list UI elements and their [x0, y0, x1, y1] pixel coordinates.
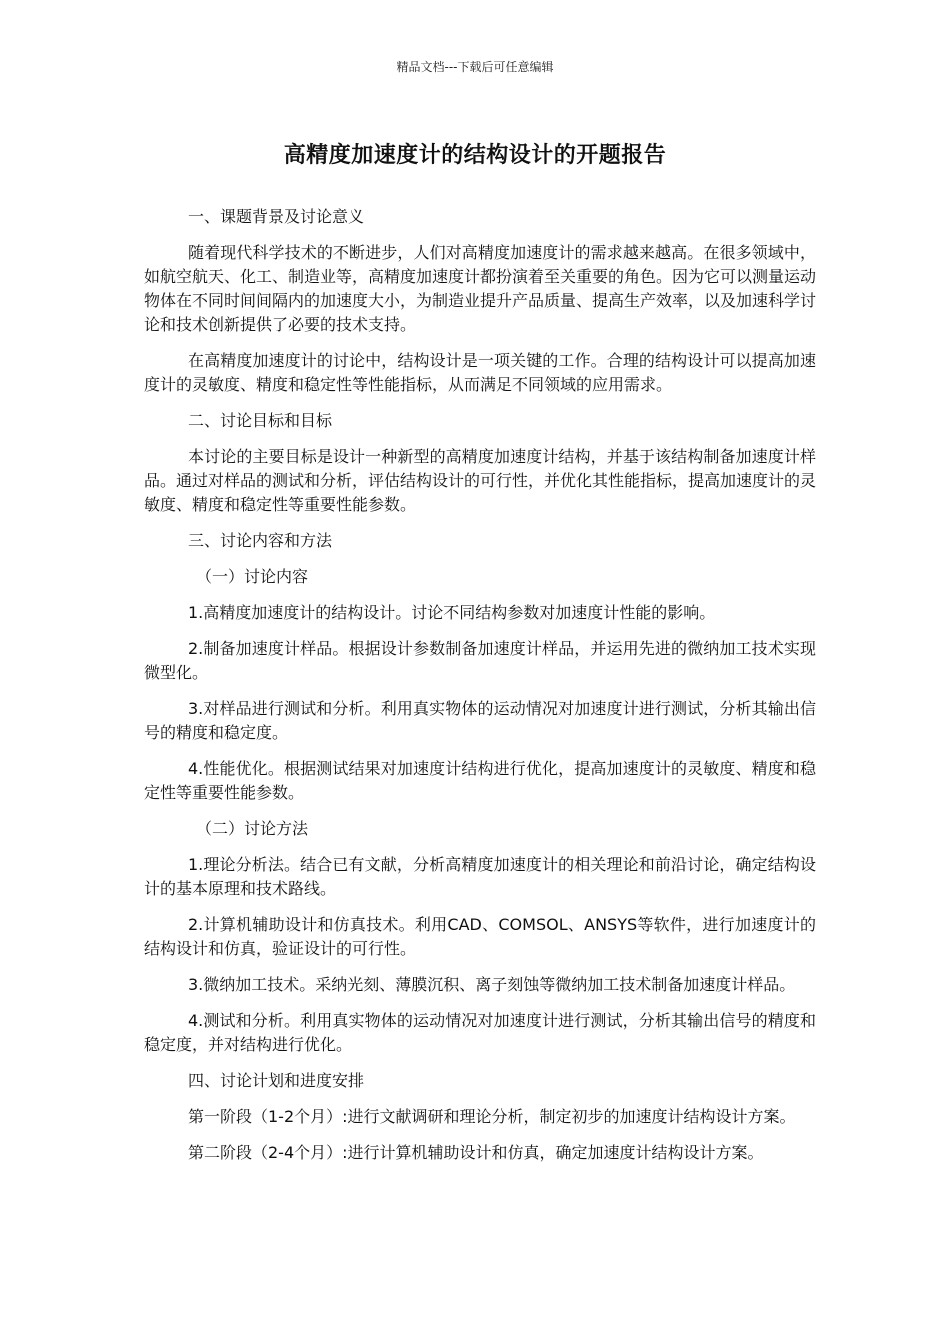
method-item-2: 2.计算机辅助设计和仿真技术。利用CAD、COMSOL、ANSYS等软件，进行加速度计的结构设计和仿真，验证设计的可行性。 — [144, 915, 816, 958]
paragraph-background-2: 在高精度加速度计的讨论中，结构设计是一项关键的工作。合理的结构设计可以提高加速度计的灵敏度、精度和稳定性等性能指标，从而满足不同领域的应用需求。 — [144, 351, 816, 394]
section-heading-4: 四、讨论计划和进度安排 — [188, 1071, 365, 1090]
method-item-3: 3.微纳加工技术。采纳光刻、薄膜沉积、离子刻蚀等微纳加工技术制备加速度计样品。 — [188, 975, 796, 994]
content-item-4: 4.性能优化。根据测试结果对加速度计结构进行优化，提高加速度计的灵敏度、精度和稳定性等重要性能参数。 — [144, 759, 816, 802]
content-item-2: 2.制备加速度计样品。根据设计参数制备加速度计样品，并运用先进的微纳加工技术实现微型化。 — [144, 639, 816, 682]
paragraph-background-1: 随着现代科学技术的不断进步，人们对高精度加速度计的需求越来越高。在很多领域中，如航空航天、化工、制造业等，高精度加速度计都扮演着至关重要的角色。因为它可以测量运动物体在不同时间间隔内的加速度大小，为制造业提升产品质量、提高生产效率，以及加速科学讨论和技术创新提供了必要的技术支持。 — [144, 243, 817, 334]
page-header-note: 精品文档---下载后可任意编辑 — [396, 60, 554, 74]
content-item-1: 1.高精度加速度计的结构设计。讨论不同结构参数对加速度计性能的影响。 — [188, 603, 716, 622]
subsection-heading-methods: （二）讨论方法 — [196, 819, 309, 838]
document-title: 高精度加速度计的结构设计的开题报告 — [283, 143, 667, 168]
method-item-4: 4.测试和分析。利用真实物体的运动情况对加速度计进行测试，分析其输出信号的精度和稳定度，并对结构进行优化。 — [144, 1011, 816, 1054]
schedule-phase-2: 第二阶段（2-4个月）:进行计算机辅助设计和仿真，确定加速度计结构设计方案。 — [188, 1143, 764, 1162]
subsection-heading-content: （一）讨论内容 — [196, 567, 309, 586]
section-heading-3: 三、讨论内容和方法 — [188, 531, 333, 550]
paragraph-goals: 本讨论的主要目标是设计一种新型的高精度加速度计结构，并基于该结构制备加速度计样品。通过对样品的测试和分析，评估结构设计的可行性，并优化其性能指标，提高加速度计的灵敏度、精度和稳定性等重要性能参数。 — [144, 447, 817, 514]
method-item-1: 1.理论分析法。结合已有文献，分析高精度加速度计的相关理论和前沿讨论，确定结构设计的基本原理和技术路线。 — [144, 855, 816, 898]
section-heading-1: 一、课题背景及讨论意义 — [188, 207, 365, 226]
section-heading-2: 二、讨论目标和目标 — [188, 411, 333, 430]
content-item-3: 3.对样品进行测试和分析。利用真实物体的运动情况对加速度计进行测试，分析其输出信号的精度和稳定度。 — [144, 699, 816, 742]
schedule-phase-1: 第一阶段（1-2个月）:进行文献调研和理论分析，制定初步的加速度计结构设计方案。 — [188, 1107, 796, 1126]
document-body — [144, 205, 816, 1177]
